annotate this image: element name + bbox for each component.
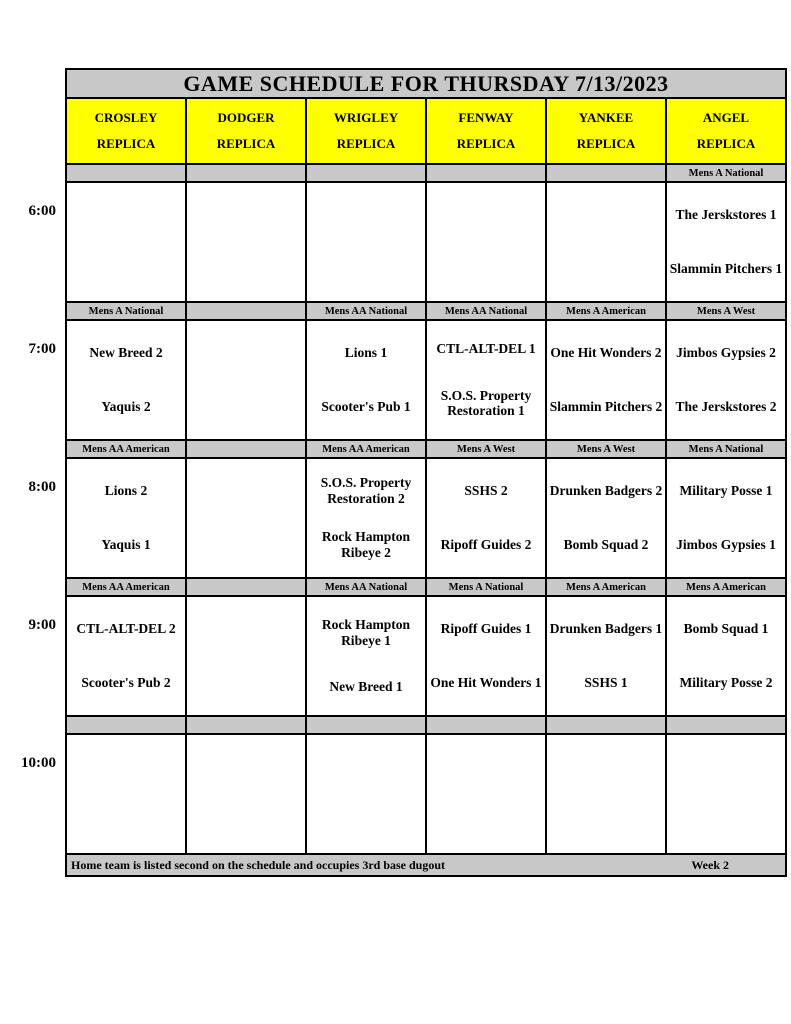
field-subname: REPLICA: [336, 136, 396, 151]
game-cell: [667, 597, 785, 715]
game-cell: [667, 735, 785, 853]
field-header-cell: [67, 99, 185, 163]
game-row: [67, 597, 785, 715]
team-home: SSHS 1: [584, 675, 628, 691]
team-home: Slammin Pitchers 1: [669, 261, 783, 277]
field-subname: REPLICA: [96, 136, 156, 151]
team-home: Ripoff Guides 2: [440, 537, 532, 553]
division-band-row: [67, 441, 785, 457]
game-cell: [427, 735, 545, 853]
game-cell: [547, 597, 665, 715]
team-home: Scooter's Pub 1: [321, 399, 411, 415]
game-cell: [67, 459, 185, 577]
team-away: S.O.S. Property Restoration 2: [320, 475, 412, 506]
game-cell: [187, 183, 305, 301]
field-name: WRIGLEY: [333, 110, 399, 125]
game-cell: [307, 597, 425, 715]
game-cell: [187, 459, 305, 577]
team-away: Lions 2: [104, 483, 148, 499]
field-name: YANKEE: [578, 110, 634, 125]
division-band-cell: [67, 717, 185, 733]
field-header-cell: [187, 99, 305, 163]
field-subname: REPLICA: [216, 136, 276, 151]
game-cell: [667, 459, 785, 577]
division-band-cell: Mens AA American: [307, 441, 425, 457]
division-band-cell: Mens A West: [427, 441, 545, 457]
game-cell: [427, 321, 545, 439]
team-home: Jimbos Gypsies 1: [676, 537, 776, 553]
game-row: [67, 459, 785, 577]
time-label: 9:00: [28, 617, 56, 633]
game-row: [67, 321, 785, 439]
division-band-cell: Mens A West: [667, 303, 785, 319]
division-band-cell: Mens A National: [667, 441, 785, 457]
field-name: CROSLEY: [94, 110, 158, 125]
game-cell: [547, 321, 665, 439]
division-band-cell: [187, 717, 305, 733]
division-band-cell: Mens AA National: [307, 303, 425, 319]
field-subname: REPLICA: [696, 136, 756, 151]
game-cell: [547, 735, 665, 853]
team-away: One Hit Wonders 2: [550, 345, 662, 361]
division-band-cell: Mens A American: [547, 303, 665, 319]
game-cell: [187, 735, 305, 853]
team-home: Yaquis 1: [101, 537, 151, 553]
division-band-cell: Mens A National: [67, 303, 185, 319]
field-subname: REPLICA: [576, 136, 636, 151]
team-home: Bomb Squad 2: [563, 537, 649, 553]
division-band-cell: [547, 165, 665, 181]
division-band-cell: [67, 165, 185, 181]
time-label: 10:00: [21, 755, 56, 771]
team-away: CTL-ALT-DEL 2: [76, 621, 176, 637]
team-away: Military Posse 1: [679, 483, 773, 499]
division-band-cell: Mens A West: [547, 441, 665, 457]
division-band-cell: Mens A American: [667, 579, 785, 595]
division-band-cell: Mens AA American: [67, 441, 185, 457]
field-subname: REPLICA: [456, 136, 516, 151]
team-away: CTL-ALT-DEL 1: [436, 341, 536, 357]
team-home: S.O.S. Property Restoration 1: [440, 387, 532, 419]
division-band-cell: Mens AA American: [67, 579, 185, 595]
division-band-cell: [427, 717, 545, 733]
team-home: Military Posse 2: [679, 675, 773, 691]
division-band-cell: [187, 303, 305, 319]
team-home: Rock Hampton Ribeye 2: [321, 529, 411, 560]
game-cell: [187, 321, 305, 439]
division-band-cell: [427, 165, 545, 181]
division-band-cell: [187, 579, 305, 595]
team-home: New Breed 1: [329, 679, 403, 695]
game-cell: [307, 183, 425, 301]
game-cell: [547, 183, 665, 301]
division-band-row: [67, 303, 785, 319]
game-cell: [67, 597, 185, 715]
team-away: Ripoff Guides 1: [440, 621, 532, 637]
field-header-cell: [307, 99, 425, 163]
game-cell: [427, 183, 545, 301]
division-band-cell: Mens A National: [667, 165, 785, 181]
team-away: Jimbos Gypsies 2: [676, 345, 776, 361]
game-cell: [187, 597, 305, 715]
game-cell: [427, 459, 545, 577]
field-header-row: [67, 99, 785, 163]
team-home: Scooter's Pub 2: [81, 675, 171, 691]
team-away: The Jerskstores 1: [675, 207, 777, 223]
team-away: New Breed 2: [89, 345, 163, 361]
game-cell: [547, 459, 665, 577]
field-name: FENWAY: [458, 110, 514, 125]
division-band-row: [67, 165, 785, 181]
team-away: Lions 1: [344, 345, 388, 361]
team-away: Drunken Badgers 2: [549, 483, 663, 499]
game-cell: [67, 321, 185, 439]
team-home: Yaquis 2: [101, 399, 151, 415]
division-band-cell: Mens AA National: [427, 303, 545, 319]
footer-week: Week 2: [691, 857, 729, 872]
schedule-table: [65, 68, 787, 877]
game-cell: [667, 321, 785, 439]
game-cell: [427, 597, 545, 715]
division-band-cell: Mens A American: [547, 579, 665, 595]
game-cell: [307, 321, 425, 439]
division-band-row: [67, 579, 785, 595]
division-band-cell: [307, 165, 425, 181]
footer-note: Home team is listed second on the schedule and occupies 3rd base dugout: [71, 857, 446, 872]
division-band-cell: [307, 717, 425, 733]
team-away: Rock Hampton Ribeye 1: [321, 617, 411, 648]
footer-bar: [67, 855, 785, 875]
team-home: The Jerskstores 2: [675, 399, 777, 415]
field-header-cell: [547, 99, 665, 163]
field-header-cell: [427, 99, 545, 163]
division-band-cell: [187, 165, 305, 181]
team-away: Drunken Badgers 1: [549, 621, 663, 637]
team-away: SSHS 2: [464, 483, 508, 499]
division-band-cell: [667, 717, 785, 733]
game-cell: [67, 183, 185, 301]
game-row: [67, 183, 785, 301]
team-home: Slammin Pitchers 2: [549, 399, 663, 415]
field-header-cell: [667, 99, 785, 163]
division-band-row: [67, 717, 785, 733]
time-label: 7:00: [28, 341, 56, 357]
field-name: ANGEL: [702, 110, 750, 125]
field-name: DODGER: [217, 110, 275, 125]
time-label: 8:00: [28, 479, 56, 495]
game-cell: [667, 183, 785, 301]
game-cell: [307, 459, 425, 577]
division-band-cell: [187, 441, 305, 457]
schedule-title: GAME SCHEDULE FOR THURSDAY 7/13/2023: [67, 70, 785, 97]
game-cell: [67, 735, 185, 853]
team-away: Bomb Squad 1: [683, 621, 769, 637]
game-cell: [307, 735, 425, 853]
division-band-cell: [547, 717, 665, 733]
game-row: [67, 735, 785, 853]
division-band-cell: Mens AA National: [307, 579, 425, 595]
time-label: 6:00: [28, 203, 56, 219]
division-band-cell: Mens A National: [427, 579, 545, 595]
team-home: One Hit Wonders 1: [430, 675, 542, 691]
schedule-rows: [67, 165, 785, 853]
